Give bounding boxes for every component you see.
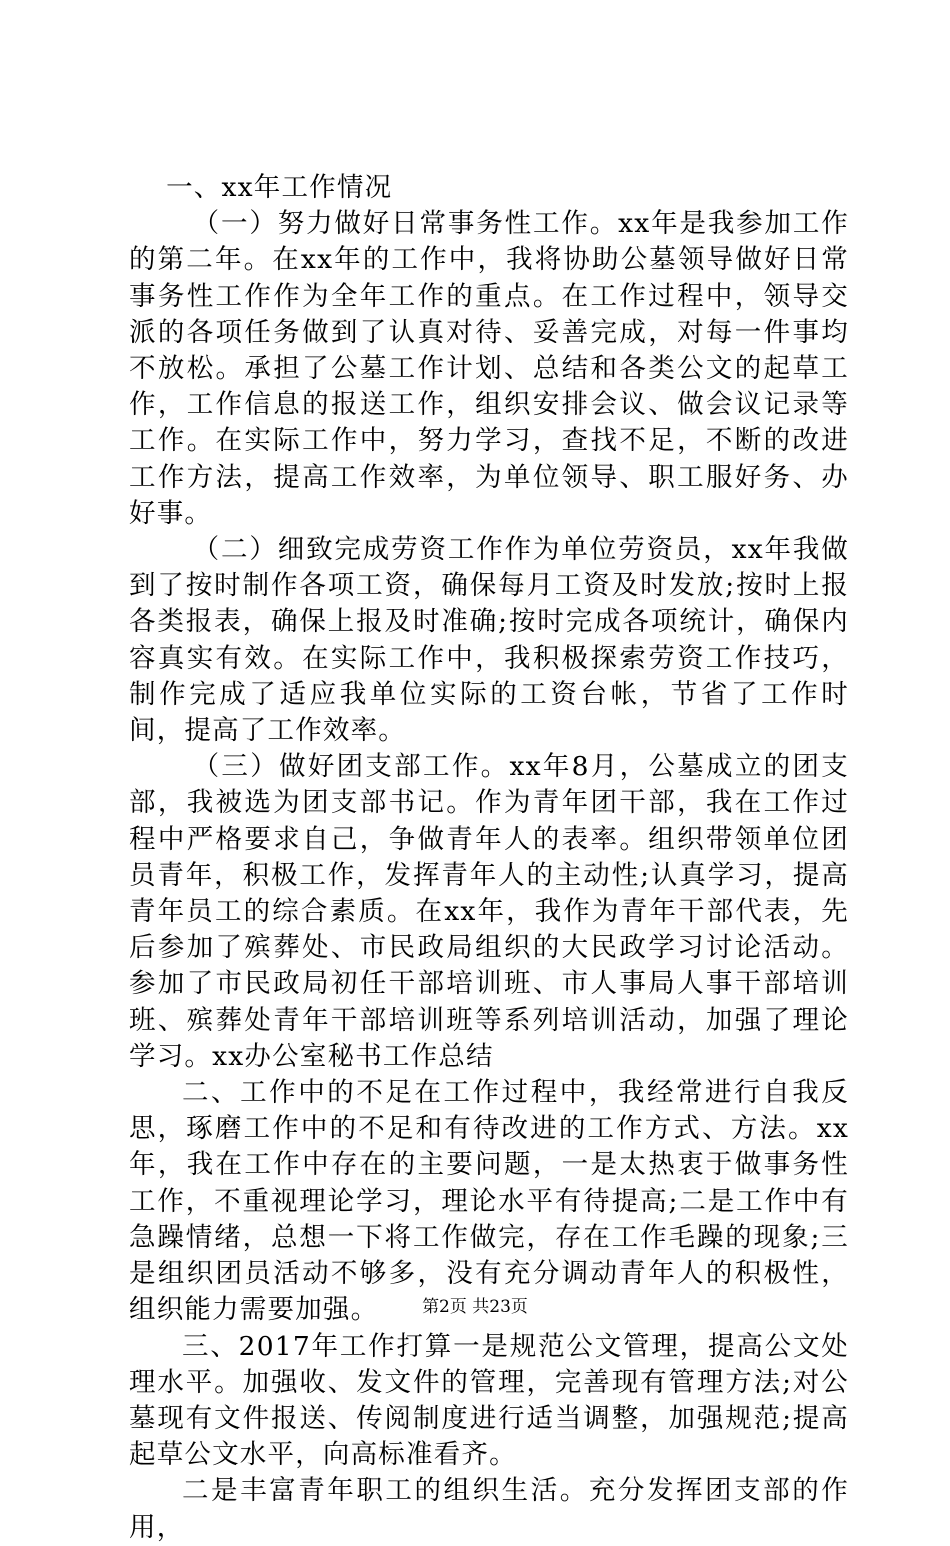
section-heading-1: 一、xx年工作情况 (166, 172, 393, 203)
page-number: 第2页 共23页 (422, 1297, 528, 1317)
paragraph-daily-work: （一）努力做好日常事务性工作。xx年是我参加工作的第二年。在xx年的工作中，我将协助公墓领导做好日常事务性工作作为全年工作的重点。在工作过程中，领导交派的各项任务做到了认真对待、妥善完成，对每一件事均不放松。承担了公墓工作计划、总结和各类公文的起草工作，工作信息的报送工作，组织安排会议、做会议记录等工作。在实际工作中，努力学习，查找不足，不断的改进工作方法，提高工作效率，为单位领导、职工服好务、办好事。 (129, 208, 849, 529)
paragraph-youth-life: 二是丰富青年职工的组织生活。充分发挥团支部的作用， (129, 1475, 849, 1543)
paragraph-youth-league-work: （三）做好团支部工作。xx年8月，公墓成立的团支部，我被选为团支部书记。作为青年团干部，我在工作过程中严格要求自己，争做青年人的表率。组织带领单位团员青年，积极工作，发挥青年人的主动性;认真学习，提高青年员工的综合素质。在xx年，我作为青年干部代表，先后参加了殡葬处、市民政局组织的大民政学习讨论活动。参加了市民政局初任干部培训班、市人事局人事干部培训班、殡葬处青年干部培训班等系列培训活动，加强了理论学习。xx办公室秘书工作总结 (129, 751, 849, 1072)
document-body (129, 170, 849, 1546)
paragraph-payroll-work: （二）细致完成劳资工作作为单位劳资员，xx年我做到了按时制作各项工资，确保每月工资及时发放;按时上报各类报表，确保上报及时准确;按时完成各项统计，确保内容真实有效。在实际工作中，我积极探索劳资工作技巧，制作完成了适应我单位实际的工资台帐，节省了工作时间，提高了工作效率。 (129, 534, 849, 747)
paragraph-work-plan: 三、2017年工作打算一是规范公文管理，提高公文处理水平。加强收、发文件的管理，完善现有管理方法;对公墓现有文件报送、传阅制度进行适当调整，加强规范;提高起草公文水平，向高标准看齐。 (129, 1330, 849, 1471)
paragraph-shortcomings: 二、工作中的不足在工作过程中，我经常进行自我反思，琢磨工作中的不足和有待改进的工作方式、方法。xx年，我在工作中存在的主要问题，一是太热衷于做事务性工作，不重视理论学习，理论水平有待提高;二是工作中有急躁情绪，总想一下将工作做完，存在工作毛躁的现象;三是组织团员活动不够多，没有充分调动青年人的积极性，组织能力需要加强。 (129, 1077, 849, 1326)
